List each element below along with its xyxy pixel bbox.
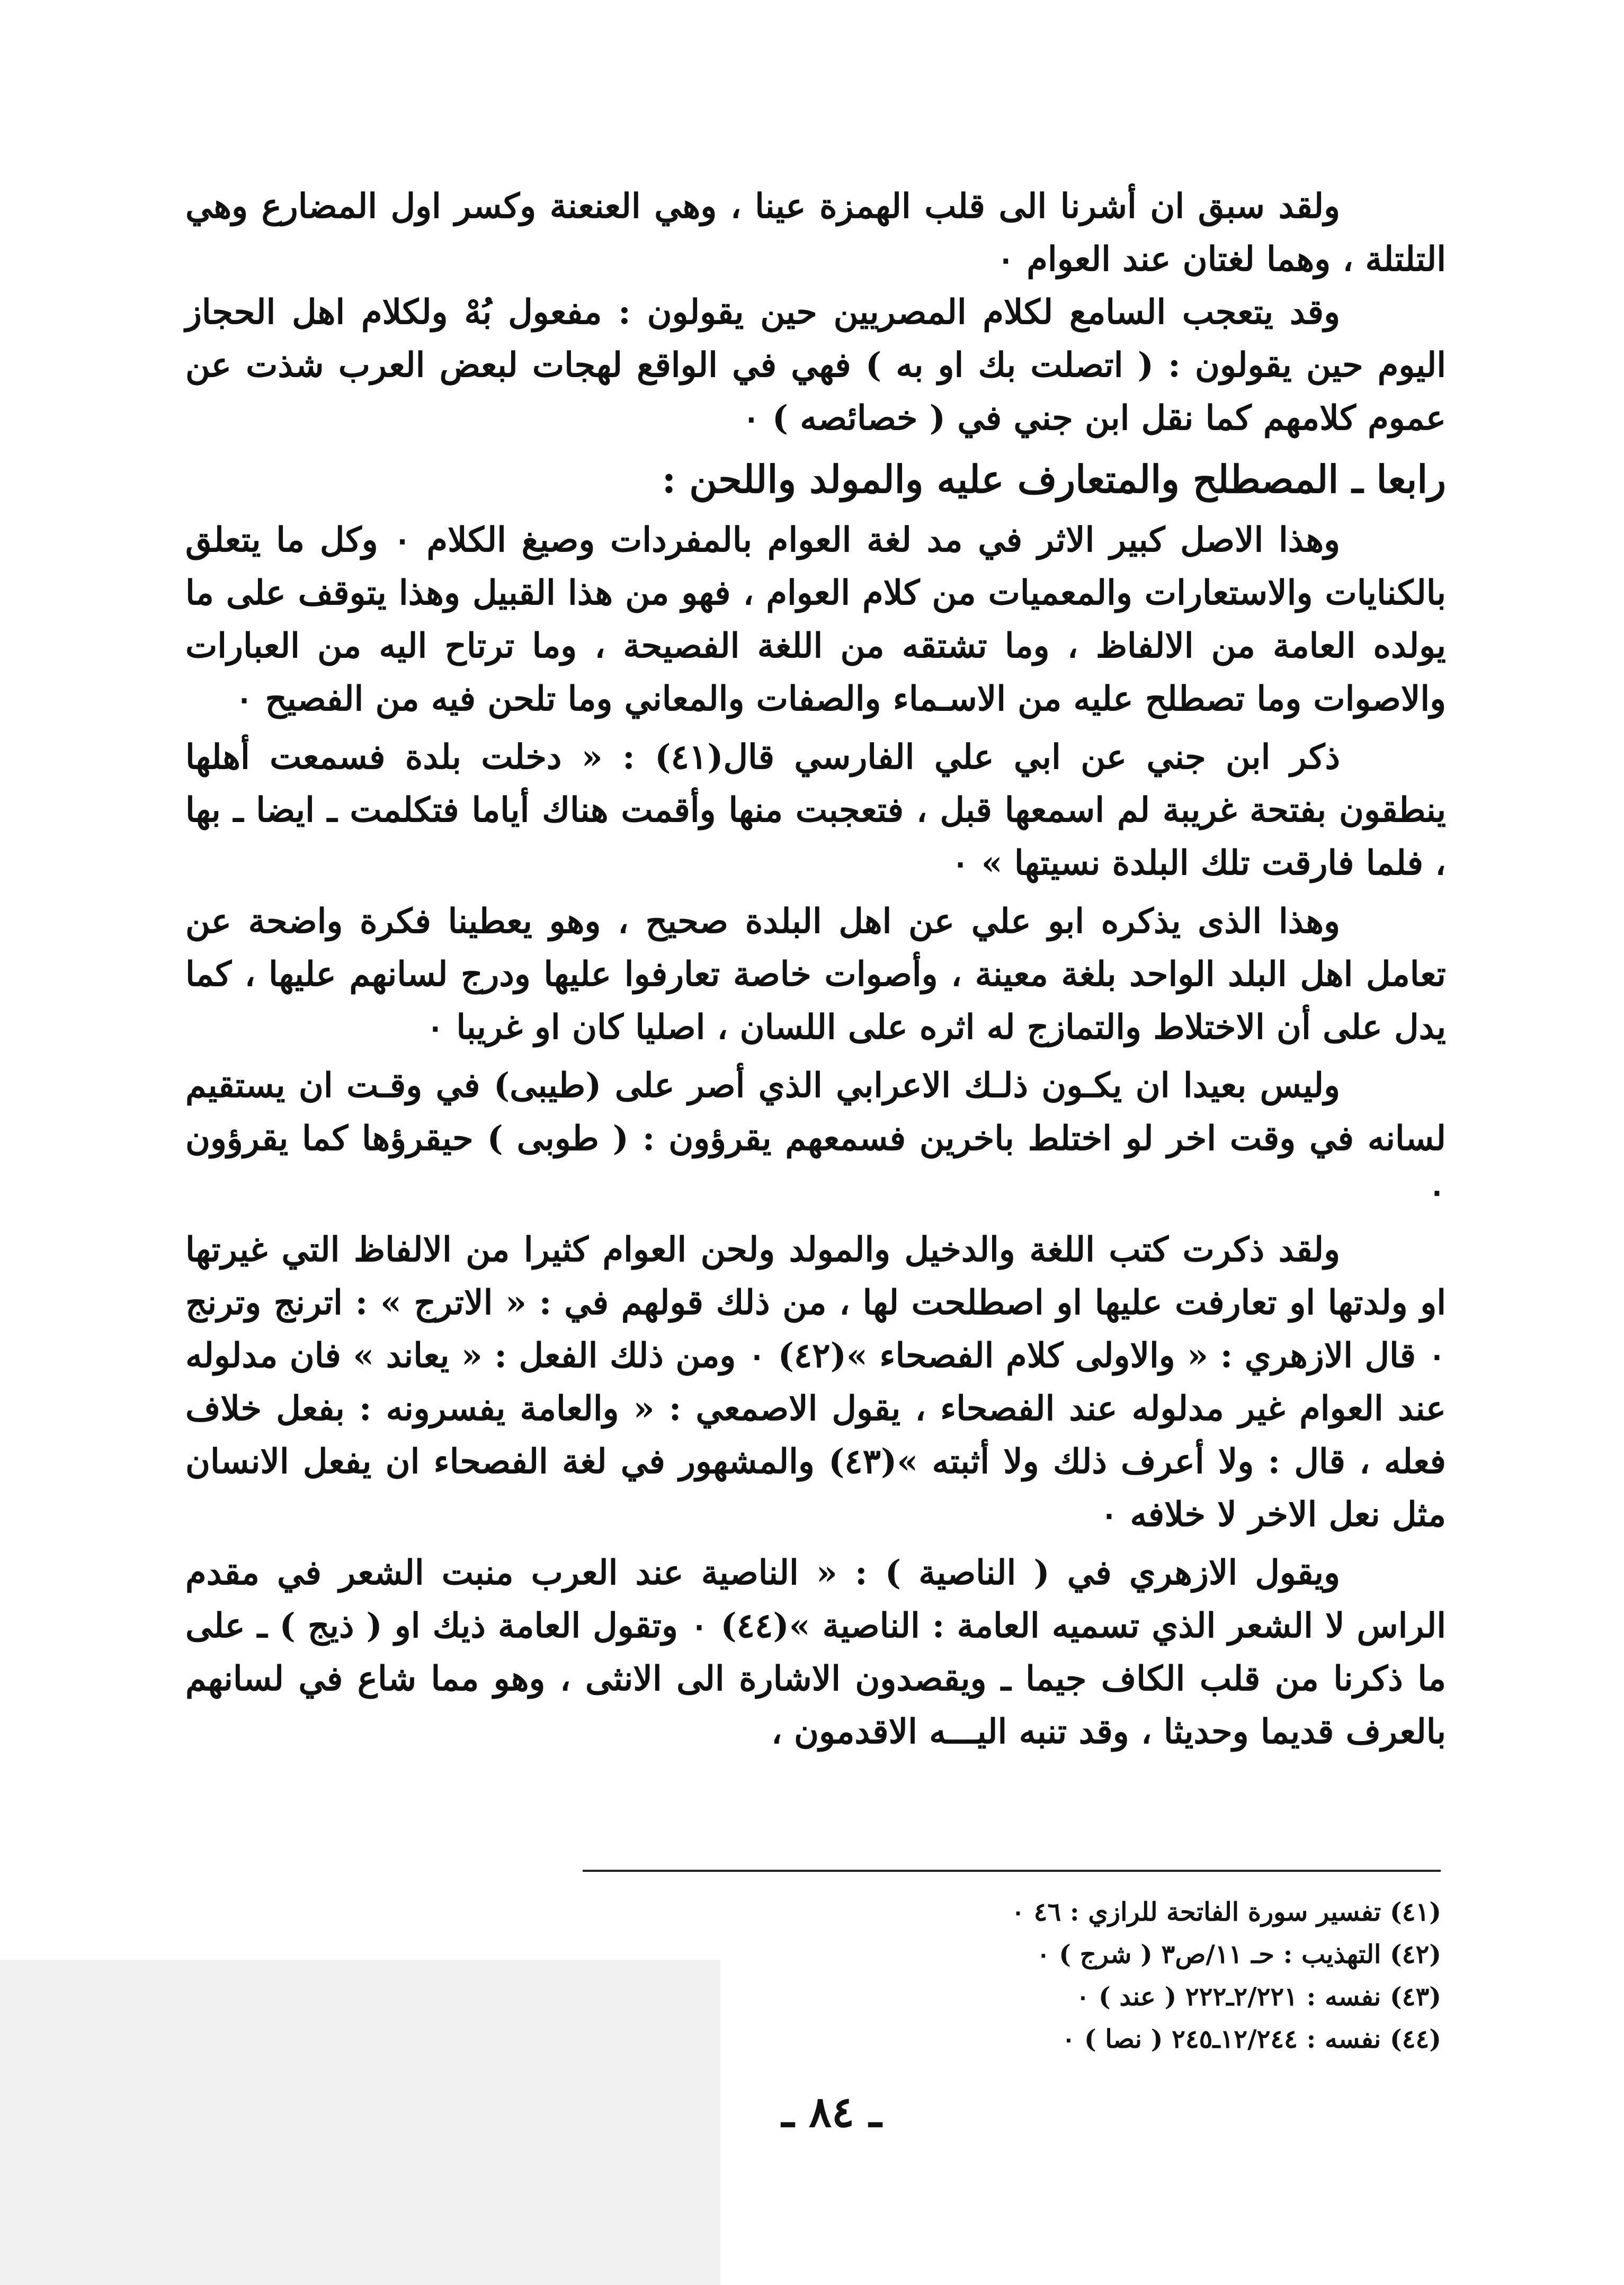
paragraph: ولقد سبق ان أشرنا الى قلب الهمزة عينا ، وهي العنعنة وكسر اول المضارع وهي التلتلة ، وهما لغتان عند العوام ٠ bbox=[185, 186, 1446, 279]
paragraph: ذكر ابن جني عن ابي علي الفارسي قال(٤١) : « دخلت بلدة فسمعت أهلها ينطقون بفتحة غريبة لم اسمعها قبل ، فتعجبت منها وأقمت هناك أياما فتكلمت ـ ايضا ـ بها ، فلما فارقت تلك البلدة نسيتها » ٠ bbox=[185, 737, 1446, 883]
page-number: ـ ٨٤ ـ bbox=[781, 2087, 882, 2137]
paragraph: وقد يتعجب السامع لكلام المصريين حين يقولون : مفعول بُهْ ولكلام اهل الحجاز اليوم حين يقولون : ( اتصلت بك او به ) فهي في الواقع لهجات لبعض العرب شذت عن عموم كلامهم كما نقل ابن جني في ( خصائصه ) ٠ bbox=[185, 292, 1446, 438]
page-body bbox=[185, 180, 1446, 1764]
footnote: (٤٤) نفسه : ١٢/٢٤٤ـ٢٤٥ ( نصا ) ٠ bbox=[1061, 2024, 1441, 2054]
footnotes bbox=[594, 1891, 1441, 2060]
paragraph: ولقد ذكرت كتب اللغة والدخيل والمولد ولحن العوام كثيرا من الالفاظ التي غيرتها او ولدتها او تعارفت عليها او اصطلحت لها ، من ذلك قولهم في : « الاترج » : اترنج وترنج ٠ قال الازهري : « والاولى كلام الفصحاء »(٤٢) ٠ ومن ذلك الفعل : « يعاند » فان مدلوله عند العوام غير مدلوله عند الفصحاء ، يقول الاصمعي : « والعامة يفسرونه : بفعل خلاف فعله ، قال : ولا أعرف ذلك ولا أثبته »(٤٣) والمشهور في لغة الفصحاء ان يفعل الانسان مثل نعل الاخر لا خلافه ٠ bbox=[185, 1230, 1447, 1534]
footnote: (٤٢) التهذيب : حـ ١١/ص٣ ( شرج ) ٠ bbox=[1036, 1940, 1441, 1969]
footnote-divider bbox=[583, 1870, 1441, 1872]
footnote: (٤١) تفسير سورة الفاتحة للرازي : ٤٦ ٠ bbox=[1011, 1897, 1441, 1927]
paragraph: وهذا الاصل كبير الاثر في مد لغة العوام بالمفردات وصيغ الكلام ٠ وكل ما يتعلق بالكنايات والاستعارات والمعميات من كلام العوام ، فهو من هذا القبيل وهذا يتوقف على ما يولده العامة من الالفاظ ، وما تشتقه من اللغة الفصيحة ، وما ترتاح اليه من العبارات والاصوات وما تصطلح عليه من الاسـماء والصفات والمعاني وما تلحن فيه من الفصيح ٠ bbox=[185, 520, 1446, 719]
paragraph: ويقول الازهري في ( الناصية ) : « الناصية عند العرب منبت الشعر في مقدم الراس لا الشعر الذي تسميه العامة : الناصية »(٤٤) ٠ وتقول العامة ذيك او ( ذيج ) ـ على ما ذكرنا من قلب الكاف جيما ـ ويقصدون الاشارة الى الانثى ، وهو مما شاع في لسانهم بالعرف قديما وحديثا ، وقد تنبه اليـــه الاقدمون ، bbox=[185, 1553, 1447, 1752]
paragraph: وليس بعيدا ان يكـون ذلـك الاعرابي الذي أصر على (طيبى) في وقـت ان يستقيم لسانه في وقت اخر لو اختلط باخرين فسمعهم يقرؤون : ( طوبى ) حيقرؤها كما يقرؤون ٠ bbox=[185, 1066, 1446, 1211]
section-heading: رابعا ـ المصطلح والمتعارف عليه والمولد واللحن : bbox=[662, 457, 1446, 502]
paragraph: وهذا الذى يذكره ابو علي عن اهل البلدة صحيح ، وهو يعطينا فكرة واضحة عن تعامل اهل البلد الواحد بلغة معينة ، وأصوات خاصة تعارفوا عليها ودرج لسانهم عليها ، كما يدل على أن الاختلاط والتمازج له اثره على اللسان ، اصليا كان او غريبا ٠ bbox=[185, 901, 1446, 1047]
footnote: (٤٣) نفسه : ٢/٢٢١ـ٢٢٢ ( عند ) ٠ bbox=[1076, 1982, 1441, 2012]
